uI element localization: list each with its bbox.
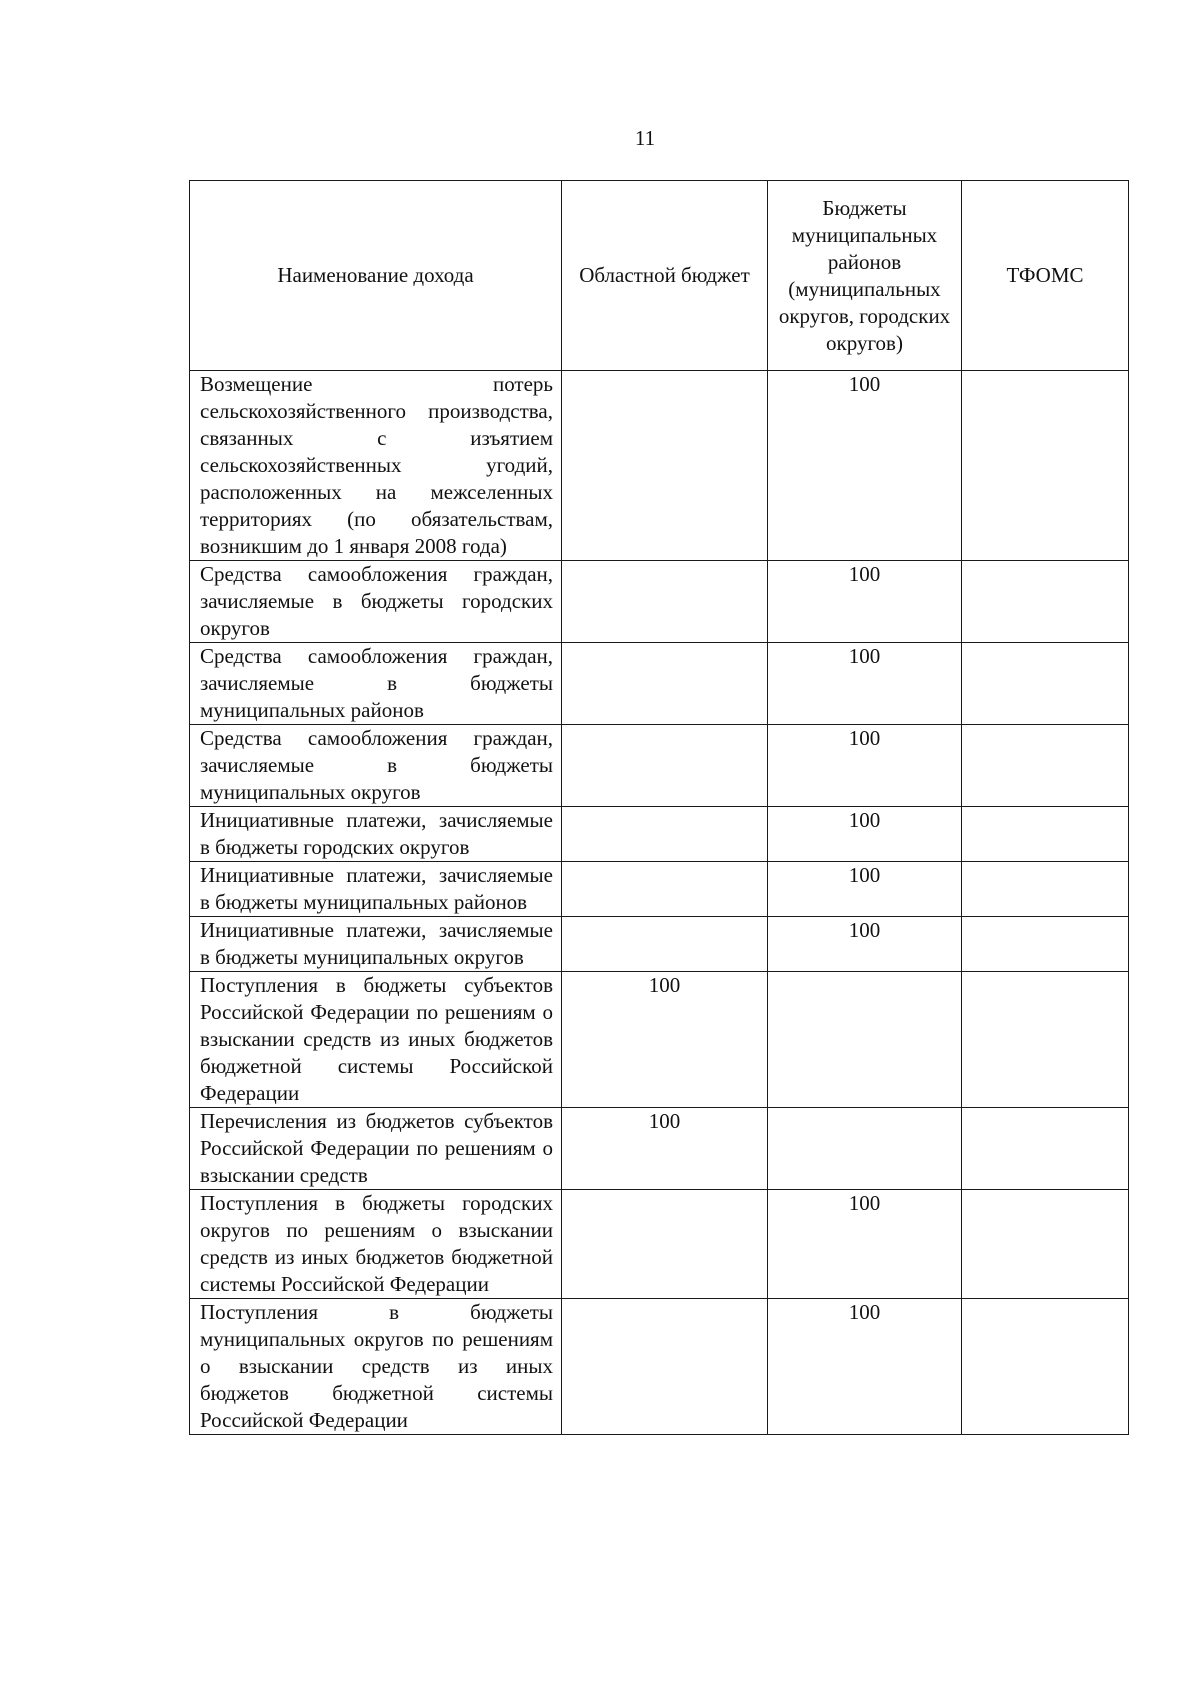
municipal-budget-cell: 100: [768, 725, 962, 807]
tfoms-cell: [962, 807, 1129, 862]
table-row: [190, 643, 1129, 725]
municipal-budget-cell: 100: [768, 807, 962, 862]
tfoms-cell: [962, 643, 1129, 725]
municipal-budget-cell: 100: [768, 371, 962, 561]
tfoms-cell: [962, 917, 1129, 972]
regional-budget-cell: 100: [562, 1108, 768, 1190]
income-name-cell: Инициативные платежи, зачисляемые в бюджеты муниципальных районов: [190, 862, 562, 917]
regional-budget-cell: [562, 807, 768, 862]
table-header-row: [190, 181, 1129, 371]
table-row: [190, 1299, 1129, 1435]
tfoms-cell: [962, 371, 1129, 561]
municipal-budget-cell: 100: [768, 862, 962, 917]
income-table: [189, 180, 1129, 1435]
header-income-name: [190, 181, 562, 371]
header-municipal-budgets-label: Бюджеты муниципальных районов (муниципальных округов, городских округов): [778, 195, 951, 355]
regional-budget-cell: [562, 371, 768, 561]
income-name-cell: Поступления в бюджеты субъектов Российской Федерации по решениям о взыскании средств из иных бюджетов бюджетной системы Российской Федерации: [190, 972, 562, 1108]
income-name-cell: Поступления в бюджеты городских округов по решениям о взыскании средств из иных бюджетов бюджетной системы Российской Федерации: [190, 1190, 562, 1299]
municipal-budget-cell: [768, 1108, 962, 1190]
table-row: [190, 917, 1129, 972]
regional-budget-cell: [562, 1190, 768, 1299]
regional-budget-cell: [562, 725, 768, 807]
table-row: [190, 1108, 1129, 1190]
tfoms-cell: [962, 972, 1129, 1108]
table-row: [190, 1190, 1129, 1299]
regional-budget-cell: [562, 643, 768, 725]
income-name-cell: Инициативные платежи, зачисляемые в бюджеты муниципальных округов: [190, 917, 562, 972]
header-tfoms-label: ТФОМС: [1006, 263, 1084, 287]
table-row: [190, 725, 1129, 807]
tfoms-cell: [962, 725, 1129, 807]
regional-budget-cell: [562, 1299, 768, 1435]
table-row: [190, 371, 1129, 561]
header-municipal-budgets: [768, 181, 962, 371]
regional-budget-cell: [562, 862, 768, 917]
income-name-cell: Перечисления из бюджетов субъектов Российской Федерации по решениям о взыскании средств: [190, 1108, 562, 1190]
income-name-cell: Инициативные платежи, зачисляемые в бюджеты городских округов: [190, 807, 562, 862]
income-name-cell: Средства самообложения граждан, зачисляемые в бюджеты городских округов: [190, 561, 562, 643]
header-regional-budget-label: Областной бюджет: [579, 263, 750, 287]
municipal-budget-cell: [768, 972, 962, 1108]
tfoms-cell: [962, 1108, 1129, 1190]
municipal-budget-cell: 100: [768, 561, 962, 643]
income-name-cell: Средства самообложения граждан, зачисляемые в бюджеты муниципальных районов: [190, 643, 562, 725]
municipal-budget-cell: 100: [768, 1190, 962, 1299]
municipal-budget-cell: 100: [768, 1299, 962, 1435]
header-tfoms: [962, 181, 1129, 371]
municipal-budget-cell: 100: [768, 917, 962, 972]
income-name-cell: Средства самообложения граждан, зачисляемые в бюджеты муниципальных округов: [190, 725, 562, 807]
tfoms-cell: [962, 561, 1129, 643]
table-row: [190, 807, 1129, 862]
table-row: [190, 561, 1129, 643]
regional-budget-cell: 100: [562, 972, 768, 1108]
municipal-budget-cell: 100: [768, 643, 962, 725]
income-name-cell: Поступления в бюджеты муниципальных округов по решениям о взыскании средств из иных бюджетов бюджетной системы Российской Федерации: [190, 1299, 562, 1435]
header-income-name-label: Наименование дохода: [277, 263, 474, 287]
regional-budget-cell: [562, 917, 768, 972]
table-row: [190, 972, 1129, 1108]
regional-budget-cell: [562, 561, 768, 643]
header-regional-budget: [562, 181, 768, 371]
page-number: 11: [634, 126, 656, 150]
tfoms-cell: [962, 1299, 1129, 1435]
income-name-cell: Возмещение потерь сельскохозяйственного производства, связанных с изъятием сельскохозяйственных угодий, расположенных на межселенных территориях (по обязательствам, возникшим до 1 января 2008 года): [190, 371, 562, 561]
tfoms-cell: [962, 1190, 1129, 1299]
tfoms-cell: [962, 862, 1129, 917]
table-row: [190, 862, 1129, 917]
